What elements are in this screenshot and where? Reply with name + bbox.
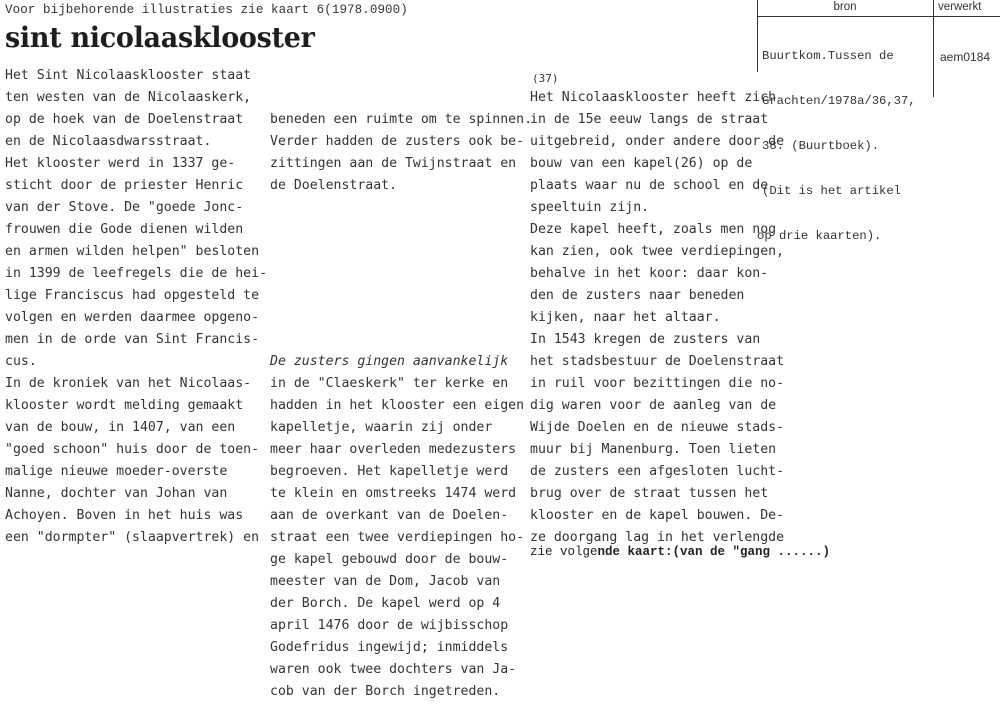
text-line: Nanne, dochter van Johan van — [5, 486, 228, 501]
text-line: ge kapel gebouwd door de bouw- — [270, 552, 509, 567]
text-line: uitgebreid, onder andere door de — [530, 134, 785, 149]
text-line: het stadsbestuur de Doelenstraat — [530, 354, 785, 369]
text-line: van der Stove. De "goede Jonc- — [5, 200, 244, 215]
table-divider — [933, 0, 934, 97]
text-line: "goed schoon" huis door de toen- — [5, 442, 260, 457]
text-line: speeltuin zijn. — [530, 200, 650, 215]
source-reference — [757, 19, 916, 274]
text-line: begroeven. Het kapelletje werd — [270, 464, 509, 479]
text-line: lige Franciscus had opgesteld te — [5, 288, 260, 303]
column-gap — [270, 241, 532, 307]
source-line: Grachten/1978a/36,37, — [762, 94, 916, 108]
illustrations-note: Voor bijbehorende illustraties zie kaart 6(1978.0900) — [5, 3, 408, 17]
text-line: hadden in het klooster een eigen — [270, 398, 525, 413]
text-line: in de 15e eeuw langs de straat — [530, 112, 769, 127]
text-line: ten westen van de Nicolaaskerk, — [5, 90, 252, 105]
text-line: Het Nicolaasklooster heeft zich — [530, 90, 777, 105]
source-table — [757, 0, 1000, 243]
continuation-note — [530, 545, 830, 559]
text-line: Godefridus ingewijd; inmiddels — [270, 640, 509, 655]
text-line: malige nieuwe moeder-overste — [5, 464, 228, 479]
table-header-bron: bron — [833, 1, 857, 13]
text-line: aan de overkant van de Doelen- — [270, 508, 509, 523]
page-title: sint nicolaasklooster — [5, 22, 315, 55]
text-line: bouw van een kapel(26) op de — [530, 156, 753, 171]
text-line: de zusters een afgesloten lucht- — [530, 464, 785, 479]
text-line: en de Nicolaasdwarsstraat. — [5, 134, 212, 149]
text-line: Het klooster werd in 1337 ge- — [5, 156, 236, 171]
column-2-paragraph-top — [270, 109, 532, 197]
text-line: brug over de straat tussen het — [530, 486, 769, 501]
text-line: kan zien, ook twee verdiepingen, — [530, 244, 785, 259]
text-column-1 — [5, 65, 267, 549]
text-column-3 — [530, 87, 784, 549]
text-line: behalve in het koor: daar kon- — [530, 266, 769, 281]
text-line: men in de orde van Sint Francis- — [5, 332, 260, 347]
text-line: meester van de Dom, Jacob van — [270, 574, 501, 589]
text-line: plaats waar nu de school en de — [530, 178, 769, 193]
source-line: (Dit is het artikel — [762, 184, 901, 198]
text-line: en armen wilden helpen" besloten — [5, 244, 260, 259]
text-line: kijken, naar het altaar. — [530, 310, 721, 325]
source-line: Buurtkom.Tussen de — [762, 49, 894, 63]
text-line: in de "Claeskerk" ter kerke en — [270, 376, 509, 391]
text-line: in ruil voor bezittingen die no- — [530, 376, 785, 391]
continuation-text-a: zie volge — [530, 545, 598, 559]
page-reference: (37) — [532, 72, 559, 85]
text-line: sticht door de priester Henric — [5, 178, 244, 193]
text-line: kapelletje, waarin zij onder — [270, 420, 493, 435]
text-line: in 1399 de leefregels die de hei- — [5, 266, 268, 281]
text-line: Verder hadden de zusters ook be- — [270, 134, 525, 149]
text-line: de Doelenstraat. — [270, 178, 398, 193]
text-column-2 — [270, 65, 532, 725]
continuation-text-b: nde kaart:(van de "gang ......) — [597, 545, 831, 559]
text-line: klooster en de kapel bouwen. De- — [530, 508, 785, 523]
text-line: Achoyen. Boven in het huis was — [5, 508, 244, 523]
text-line: In 1543 kregen de zusters van — [530, 332, 761, 347]
text-line: klooster wordt melding gemaakt — [5, 398, 244, 413]
text-line: frouwen die Gode dienen wilden — [5, 222, 244, 237]
text-line: straat een twee verdiepingen ho- — [270, 530, 525, 545]
text-line: cus. — [5, 354, 37, 369]
text-line: Het Sint Nicolaasklooster staat — [5, 68, 252, 83]
processed-code: aem0184 — [940, 50, 991, 64]
text-line: Wijde Doelen en de nieuwe stads- — [530, 420, 785, 435]
text-line: april 1476 door de wijbisschop — [270, 618, 509, 633]
text-line: meer haar overleden medezusters — [270, 442, 517, 457]
text-line: De zusters gingen aanvankelijk — [270, 354, 509, 369]
text-line: In de kroniek van het Nicolaas- — [5, 376, 252, 391]
text-line: waren ook twee dochters van Ja- — [270, 662, 517, 677]
text-line: zittingen aan de Twijnstraat en — [270, 156, 517, 171]
text-line: op de hoek van de Doelenstraat — [5, 112, 244, 127]
text-line: cob van der Borch ingetreden. — [270, 684, 501, 699]
text-line: muur bij Manenburg. Toen lieten — [530, 442, 777, 457]
text-line: volgen en werden daarmee opgeno- — [5, 310, 260, 325]
table-header-rule — [757, 16, 1000, 17]
text-line: den de zusters naar beneden — [530, 288, 745, 303]
text-line: een "dormpter" (slaapvertrek) en — [5, 530, 260, 545]
text-line: van de bouw, in 1407, van een — [5, 420, 236, 435]
table-header-verwerkt: verwerkt — [938, 1, 982, 13]
text-line: dig waren voor de aanleg van de — [530, 398, 777, 413]
source-line: op drie kaarten). — [757, 229, 882, 243]
column-2-paragraph-bottom — [270, 351, 532, 703]
text-line: te klein en omstreeks 1474 werd — [270, 486, 517, 501]
text-line: Deze kapel heeft, zoals men nog — [530, 222, 777, 237]
text-line: ze doorgang lag in het verlengde — [530, 530, 785, 545]
text-line: der Borch. De kapel werd op 4 — [270, 596, 501, 611]
text-line: beneden een ruimte om te spinnen. — [270, 112, 533, 127]
source-line: 38. (Buurtboek). — [762, 139, 880, 153]
